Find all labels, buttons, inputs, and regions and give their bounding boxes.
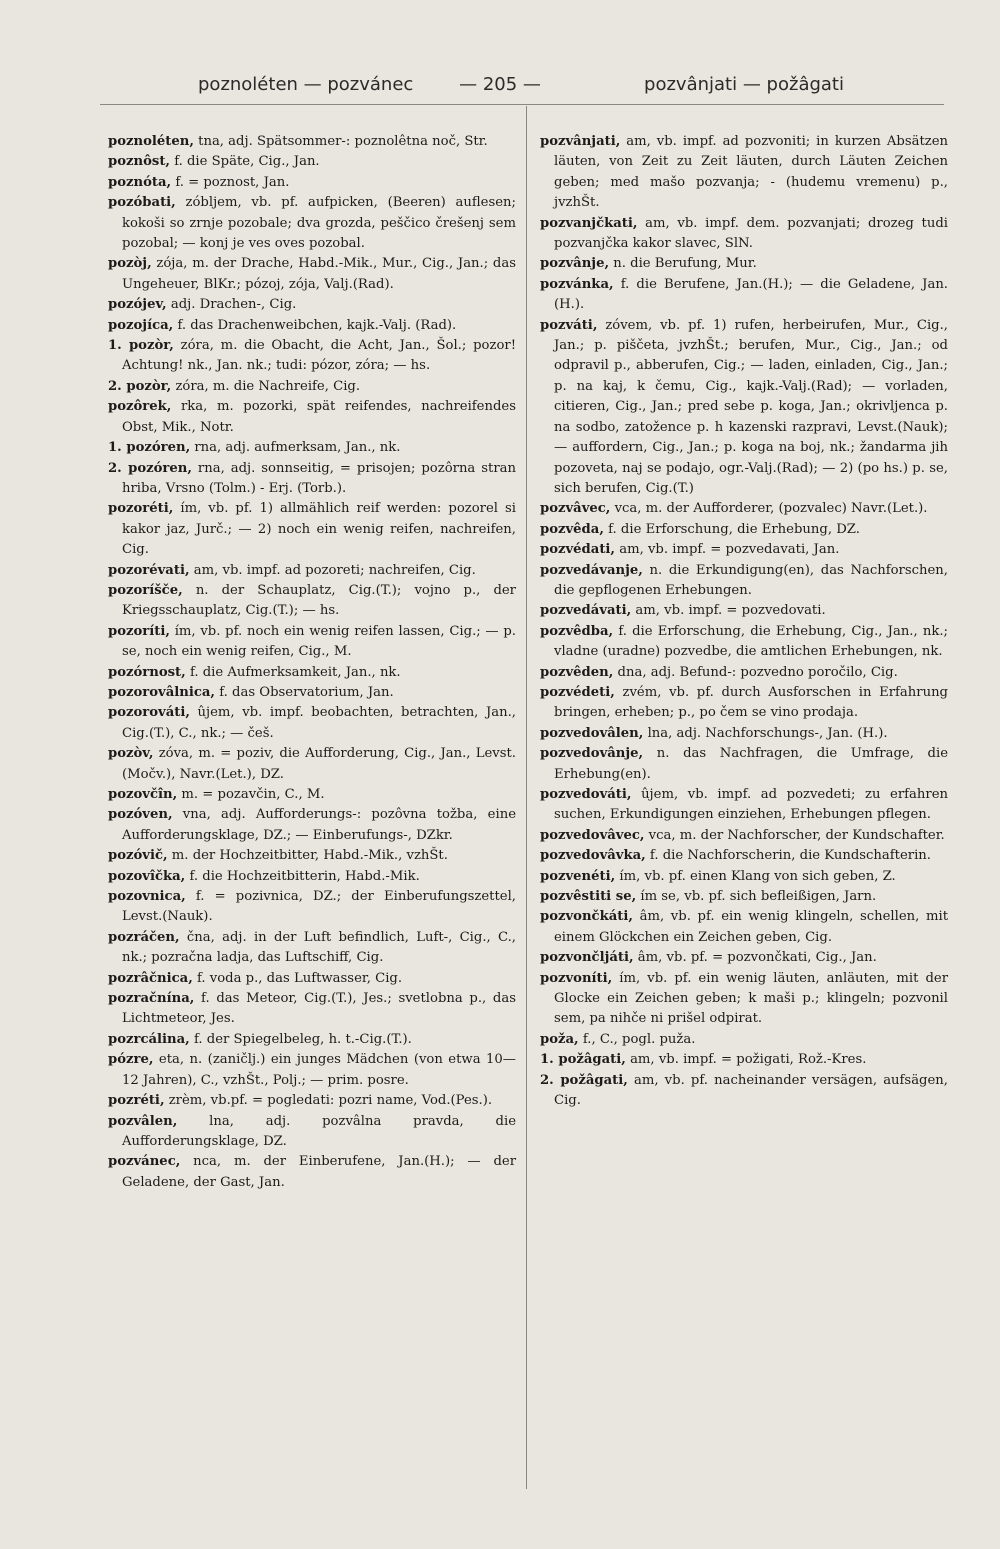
- entry-definition: lna, adj. Nachforschungs-, Jan. (H.).: [643, 725, 888, 741]
- entry-definition: nca, m. der Einberufene, Jan.(H.); — der Geladene, der Gast, Jan.: [122, 1154, 516, 1190]
- entry-definition: lna, adj. pozvâlna pravda, die Aufforderungsklage, DZ.: [122, 1113, 516, 1149]
- entry-definition: ím, vb. pf. 1) allmählich reif werden: pozorel si kakor jaz, Jurč.; — 2) noch ein wenig reifen, nachreifen, Cig.: [122, 501, 516, 558]
- right-column: [540, 132, 948, 1112]
- entry-definition: f. das Drachenweibchen, kajk.-Valj. (Rad).: [173, 317, 457, 333]
- entry-headword: pozvedovâlen,: [540, 725, 644, 741]
- entry-definition: ím se, vb. pf. sich befleißigen, Jarn.: [636, 889, 877, 905]
- entry-definition: adj. Drachen-, Cig.: [166, 297, 297, 313]
- dictionary-entry: [540, 867, 948, 887]
- entry-definition: f. = poznost, Jan.: [171, 174, 290, 190]
- entry-definition: vna, adj. Aufforderungs-: pozôvna tožba, eine Aufforderungsklage, DZ.; — Einberufungs-, DZkr.: [122, 807, 516, 843]
- entry-definition: vca, m. der Nachforscher, der Kundschafter.: [644, 827, 945, 843]
- dictionary-entry: [108, 1050, 516, 1091]
- entry-definition: zóbljem, vb. pf. aufpicken, (Beeren) auflesen; kokoši so zrnje pozobale; dva grozda, peščico črešenj sem pozobal; — konj je ves oves pozobal.: [122, 195, 516, 252]
- entry-definition: f. das Observatorium, Jan.: [215, 684, 394, 700]
- dictionary-entry: [108, 316, 516, 336]
- entry-definition: f. der Spiegelbeleg, h. t.-Cig.(T.).: [189, 1031, 412, 1047]
- dictionary-entry: [540, 1030, 948, 1050]
- dictionary-entry: [108, 1112, 516, 1153]
- entry-definition: f. die Hochzeitbitterin, Habd.-Mik.: [185, 868, 420, 884]
- entry-headword: pozváti,: [540, 317, 598, 333]
- entry-headword: pozvânjati,: [540, 134, 621, 149]
- dictionary-entry: [540, 948, 948, 968]
- dictionary-entry: [540, 561, 948, 602]
- entry-headword: pozorovâlnica,: [108, 684, 216, 700]
- entry-headword: 2. pozóren,: [108, 460, 192, 476]
- entry-definition: âm, vb. pf. = pozvončkati, Cig., Jan.: [633, 950, 877, 966]
- dictionary-entry: [540, 663, 948, 683]
- header-rule: [100, 104, 944, 105]
- entry-definition: f. voda p., das Luftwasser, Cig.: [192, 970, 403, 986]
- entry-headword: pozóvič,: [108, 848, 168, 864]
- dictionary-entry: [108, 805, 516, 846]
- page-number: — 205 —: [459, 74, 541, 95]
- entry-headword: 1. požâgati,: [540, 1052, 626, 1068]
- entry-headword: pozoríti,: [108, 623, 170, 639]
- left-column: [108, 132, 516, 1193]
- entry-headword: pozovnica,: [108, 889, 186, 905]
- entry-headword: 1. pozòr,: [108, 338, 174, 354]
- entry-definition: m. der Hochzeitbitter, Habd.-Mik., vzhŠt.: [167, 848, 448, 864]
- entry-definition: zrèm, vb.pf. = pogledati: pozri name, Vod.(Pes.).: [164, 1093, 493, 1109]
- entry-definition: čna, adj. in der Luft befindlich, Luft-, Cig., C., nk.; pozračna ladja, das Luftschiff, Cig.: [122, 929, 516, 966]
- dictionary-entry: [540, 132, 948, 214]
- entry-headword: pozôrek,: [108, 399, 172, 415]
- entry-headword: pozojíca,: [108, 317, 174, 333]
- dictionary-entry: [108, 887, 516, 928]
- entry-definition: f. die Berufene, Jan.(H.); — die Geladene, Jan.(H.).: [554, 276, 948, 313]
- entry-headword: pozorováti,: [108, 705, 190, 721]
- entry-definition: am, vb. impf. = pozvedavati, Jan.: [615, 542, 840, 558]
- entry-definition: f. die Nachforscherin, die Kundschafterin.: [645, 848, 931, 864]
- entry-headword: pozovčîn,: [108, 787, 178, 802]
- dictionary-entry: [540, 887, 948, 907]
- dictionary-entry: [540, 499, 948, 519]
- entry-headword: pozóbati,: [108, 195, 176, 211]
- dictionary-entry: [108, 1091, 516, 1111]
- dictionary-entry: [108, 989, 516, 1030]
- entry-definition: zóva, m. = poziv, die Aufforderung, Cig., Jan., Levst.(Močv.), Navr.(Let.), DZ.: [122, 746, 516, 782]
- entry-headword: pozvánka,: [540, 276, 614, 292]
- dictionary-entry: [108, 397, 516, 438]
- entry-headword: pozvêstiti se,: [540, 889, 637, 905]
- entry-definition: ûjem, vb. impf. beobachten, betrachten, Jan., Cig.(T.), C., nk.; — češ.: [122, 705, 516, 741]
- entry-headword: pozrcálina,: [108, 1031, 190, 1047]
- entry-headword: pozréti,: [108, 1093, 165, 1109]
- entry-headword: pózre,: [108, 1052, 154, 1068]
- dictionary-entry: [108, 132, 516, 152]
- entry-headword: pozvončljáti,: [540, 950, 634, 966]
- entry-definition: f. das Meteor, Cig.(T.), Jes.; svetlobna p., das Lichtmeteor, Jes.: [122, 991, 516, 1027]
- entry-definition: âm, vb. pf. ein wenig klingeln, schellen, mit einem Glöckchen ein Zeichen geben, Cig.: [554, 909, 948, 945]
- entry-headword: poznoléten,: [108, 134, 194, 149]
- column-divider: [526, 106, 527, 1489]
- entry-definition: vca, m. der Aufforderer, (pozvalec) Navr.(Let.).: [610, 501, 928, 517]
- entry-headword: pozvedovâvec,: [540, 827, 645, 843]
- dictionary-entry: [540, 785, 948, 826]
- entry-headword: pozoréti,: [108, 501, 174, 517]
- entry-definition: f. = pozivnica, DZ.; der Einberufungszettel, Levst.(Nauk).: [122, 889, 516, 925]
- entry-definition: zója, m. der Drache, Habd.-Mik., Mur., Cig., Jan.; das Ungeheuer, BlKr.; pózoj, zója, Valj.(Rad).: [122, 256, 516, 292]
- dictionary-entry: [540, 520, 948, 540]
- dictionary-entry: [108, 622, 516, 663]
- dictionary-entry: [108, 867, 516, 887]
- entry-headword: poznôst,: [108, 154, 170, 170]
- entry-definition: tna, adj. Spätsommer-: poznolêtna noč, Str.: [193, 134, 488, 149]
- dictionary-entry: [540, 1050, 948, 1070]
- dictionary-entry: [108, 295, 516, 315]
- dictionary-entry: [108, 663, 516, 683]
- dictionary-entry: [540, 846, 948, 866]
- entry-definition: dna, adj. Befund-: pozvedno poročilo, Cig.: [613, 664, 898, 680]
- entry-definition: zóvem, vb. pf. 1) rufen, herbeirufen, Mur., Cig., Jan.; p. piščeta, jvzhŠt.; berufen, Mur., Cig., Jan.; od odpravil p., abberufen, Cig.; — laden, einladen, Cig., Jan.; p. na kaj, k čemu, Cig., kajk.-Valj.(Rad); — vorladen, citieren, Cig., Jan.; pred sebe p. koga, Jan.; okrivljenca p. na sodbo, zatožence p. h kazenski razpravi, Levst.(Nauk); — auffordern, Cig., Jan.; p. koga na boj, nk.; žandarma jih pozoveta, naj se podajo, ogr.-Valj.(Rad); — 2) (po hs.) p. se, sich berufen, Cig.(T.): [554, 317, 948, 496]
- entry-definition: f. die Erforschung, die Erhebung, DZ.: [603, 521, 860, 537]
- entry-definition: f. die Erforschung, die Erhebung, Cig., Jan., nk.; vladne (uradne) pozvedbe, die amtlichen Erhebungen, nk.: [554, 623, 948, 660]
- header-left-guide-words: poznoléten — pozvánec: [198, 74, 414, 95]
- dictionary-entry: [108, 173, 516, 193]
- dictionary-entry: [108, 928, 516, 969]
- entry-headword: poznóta,: [108, 174, 172, 190]
- dictionary-entry: [108, 438, 516, 458]
- dictionary-entry: [540, 601, 948, 621]
- entry-headword: 2. pozòr,: [108, 378, 172, 394]
- entry-headword: pozvâlen,: [108, 1113, 178, 1129]
- entry-headword: pozvédeti,: [540, 684, 615, 700]
- entry-headword: 2. požâgati,: [540, 1072, 628, 1088]
- entry-definition: am, vb. impf. dem. pozvanjati; drozeg tudi pozvanjčka kakor slavec, SlN.: [554, 215, 948, 252]
- entry-definition: f., C., pogl. puža.: [578, 1031, 696, 1047]
- entry-definition: zóra, m. die Obacht, die Acht, Jan., Šol.; pozor! Achtung! nk., Jan. nk.; tudi: pózor, zóra; — hs.: [122, 338, 516, 374]
- dictionary-entry: [108, 1030, 516, 1050]
- entry-definition: m. = pozavčin, C., M.: [177, 787, 325, 802]
- dictionary-entry: [108, 336, 516, 377]
- entry-headword: pozvêdba,: [540, 623, 614, 639]
- entry-headword: pozvânje,: [540, 256, 610, 272]
- dictionary-entry: [540, 214, 948, 255]
- entry-headword: pozvedovânje,: [540, 746, 644, 762]
- entry-headword: pozoríšče,: [108, 582, 183, 598]
- dictionary-entry: [540, 254, 948, 274]
- entry-headword: pozvánec,: [108, 1154, 181, 1170]
- dictionary-entry: [108, 703, 516, 744]
- dictionary-entry: [108, 499, 516, 560]
- dictionary-entry: [540, 540, 948, 560]
- dictionary-entry: [108, 1152, 516, 1193]
- entry-headword: pozvedováti,: [540, 787, 632, 802]
- entry-definition: ûjem, vb. impf. ad pozvedeti; zu erfahren suchen, Erkundigungen einziehen, Erhebungen pflegen.: [554, 787, 948, 823]
- dictionary-entry: [108, 969, 516, 989]
- entry-definition: ím, vb. pf. ein wenig läuten, anläuten, mit der Glocke ein Zeichen geben; k maši p.; klingeln; pozvonil sem, pa nihče ni prišel odpirat.: [554, 970, 948, 1027]
- entry-headword: pozóven,: [108, 807, 173, 823]
- entry-definition: n. die Berufung, Mur.: [609, 256, 757, 272]
- entry-headword: pozrâčnica,: [108, 970, 193, 986]
- entry-headword: pozvenéti,: [540, 868, 616, 884]
- dictionary-entry: [108, 459, 516, 500]
- dictionary-entry: [108, 744, 516, 785]
- entry-headword: pozvêda,: [540, 521, 604, 537]
- dictionary-entry: [108, 152, 516, 172]
- entry-definition: zóra, m. die Nachreife, Cig.: [171, 378, 361, 394]
- entry-definition: f. die Späte, Cig., Jan.: [170, 154, 320, 170]
- dictionary-entry: [108, 377, 516, 397]
- dictionary-entry: [540, 907, 948, 948]
- entry-headword: 1. pozóren,: [108, 440, 191, 456]
- page-header: [60, 74, 940, 104]
- entry-headword: pozvêden,: [540, 664, 614, 680]
- dictionary-entry: [540, 826, 948, 846]
- entry-definition: eta, n. (zaničlj.) ein junges Mädchen (von etwa 10—12 Jahren), C., vzhŠt., Polj.; — prim. posre.: [122, 1052, 516, 1088]
- dictionary-entry: [540, 683, 948, 724]
- entry-headword: pozračnína,: [108, 991, 195, 1007]
- entry-definition: am, vb. impf. = požigati, Rož.-Kres.: [625, 1052, 867, 1068]
- dictionary-entry: [540, 622, 948, 663]
- entry-headword: pozvedovâvka,: [540, 848, 646, 864]
- entry-definition: n. der Schauplatz, Cig.(T.); vojno p., der Kriegsschauplatz, Cig.(T.); — hs.: [122, 582, 516, 619]
- entry-headword: pozvedávati,: [540, 603, 632, 619]
- entry-headword: pozórnost,: [108, 664, 186, 680]
- entry-headword: pozovîčka,: [108, 868, 186, 884]
- dictionary-entry: [540, 969, 948, 1030]
- entry-headword: poža,: [540, 1031, 579, 1047]
- entry-definition: n. die Erkundigung(en), das Nachforschen, die gepflogenen Erhebungen.: [554, 562, 948, 598]
- dictionary-entry: [108, 785, 516, 805]
- entry-headword: pozójev,: [108, 297, 167, 313]
- entry-definition: rna, adj. sonnseitig, = prisojen; pozôrna stran hriba, Vrsno (Tolm.) - Erj. (Torb.).: [122, 460, 516, 496]
- entry-headword: pozvâvec,: [540, 501, 611, 517]
- entry-definition: am, vb. impf. ad pozoreti; nachreifen, Cig.: [189, 562, 476, 578]
- entry-headword: pozvoníti,: [540, 970, 613, 986]
- entry-definition: rka, m. pozorki, spät reifendes, nachreifendes Obst, Mik., Notr.: [122, 399, 516, 435]
- entry-headword: pozvédati,: [540, 542, 616, 558]
- dictionary-entry: [540, 744, 948, 785]
- header-right-guide-words: pozvânjati — požâgati: [644, 74, 844, 95]
- dictionary-entry: [540, 1071, 948, 1112]
- entry-headword: pozòj,: [108, 256, 152, 272]
- entry-definition: ím, vb. pf. einen Klang von sich geben, Z.: [615, 868, 896, 884]
- entry-definition: f. die Aufmerksamkeit, Jan., nk.: [185, 664, 401, 680]
- dictionary-entry: [540, 316, 948, 500]
- entry-definition: am, vb. impf. ad pozvoniti; in kurzen Absätzen läuten, von Zeit zu Zeit läuten, durch Läuten Zeichen geben; med mašo pozvanja; - (hudemu vremenu) p., jvzhŠt.: [554, 134, 948, 211]
- entry-definition: n. das Nachfragen, die Umfrage, die Erhebung(en).: [554, 746, 948, 782]
- entry-headword: pozvedávanje,: [540, 562, 643, 578]
- entry-headword: pozòv,: [108, 746, 154, 762]
- dictionary-entry: [540, 275, 948, 316]
- entry-definition: zvém, vb. pf. durch Ausforschen in Erfahrung bringen, erheben; p., po čem se vino prodaja.: [554, 684, 948, 721]
- entry-headword: pozvanjčkati,: [540, 215, 638, 231]
- dictionary-entry: [108, 254, 516, 295]
- dictionary-entry: [108, 193, 516, 254]
- entry-definition: ím, vb. pf. noch ein wenig reifen lassen, Cig.; — p. se, noch ein wenig reifen, Cig., M.: [122, 623, 516, 660]
- entry-headword: pozráčen,: [108, 929, 180, 945]
- entry-definition: am, vb. pf. nacheinander versägen, aufsägen, Cig.: [554, 1072, 948, 1109]
- dictionary-entry: [108, 846, 516, 866]
- dictionary-entry: [108, 683, 516, 703]
- dictionary-entry: [108, 581, 516, 622]
- entry-definition: rna, adj. aufmerksam, Jan., nk.: [190, 440, 401, 456]
- entry-definition: am, vb. impf. = pozvedovati.: [631, 603, 826, 619]
- dictionary-entry: [540, 724, 948, 744]
- entry-headword: pozorévati,: [108, 562, 190, 578]
- entry-headword: pozvončkáti,: [540, 909, 633, 925]
- dictionary-entry: [108, 561, 516, 581]
